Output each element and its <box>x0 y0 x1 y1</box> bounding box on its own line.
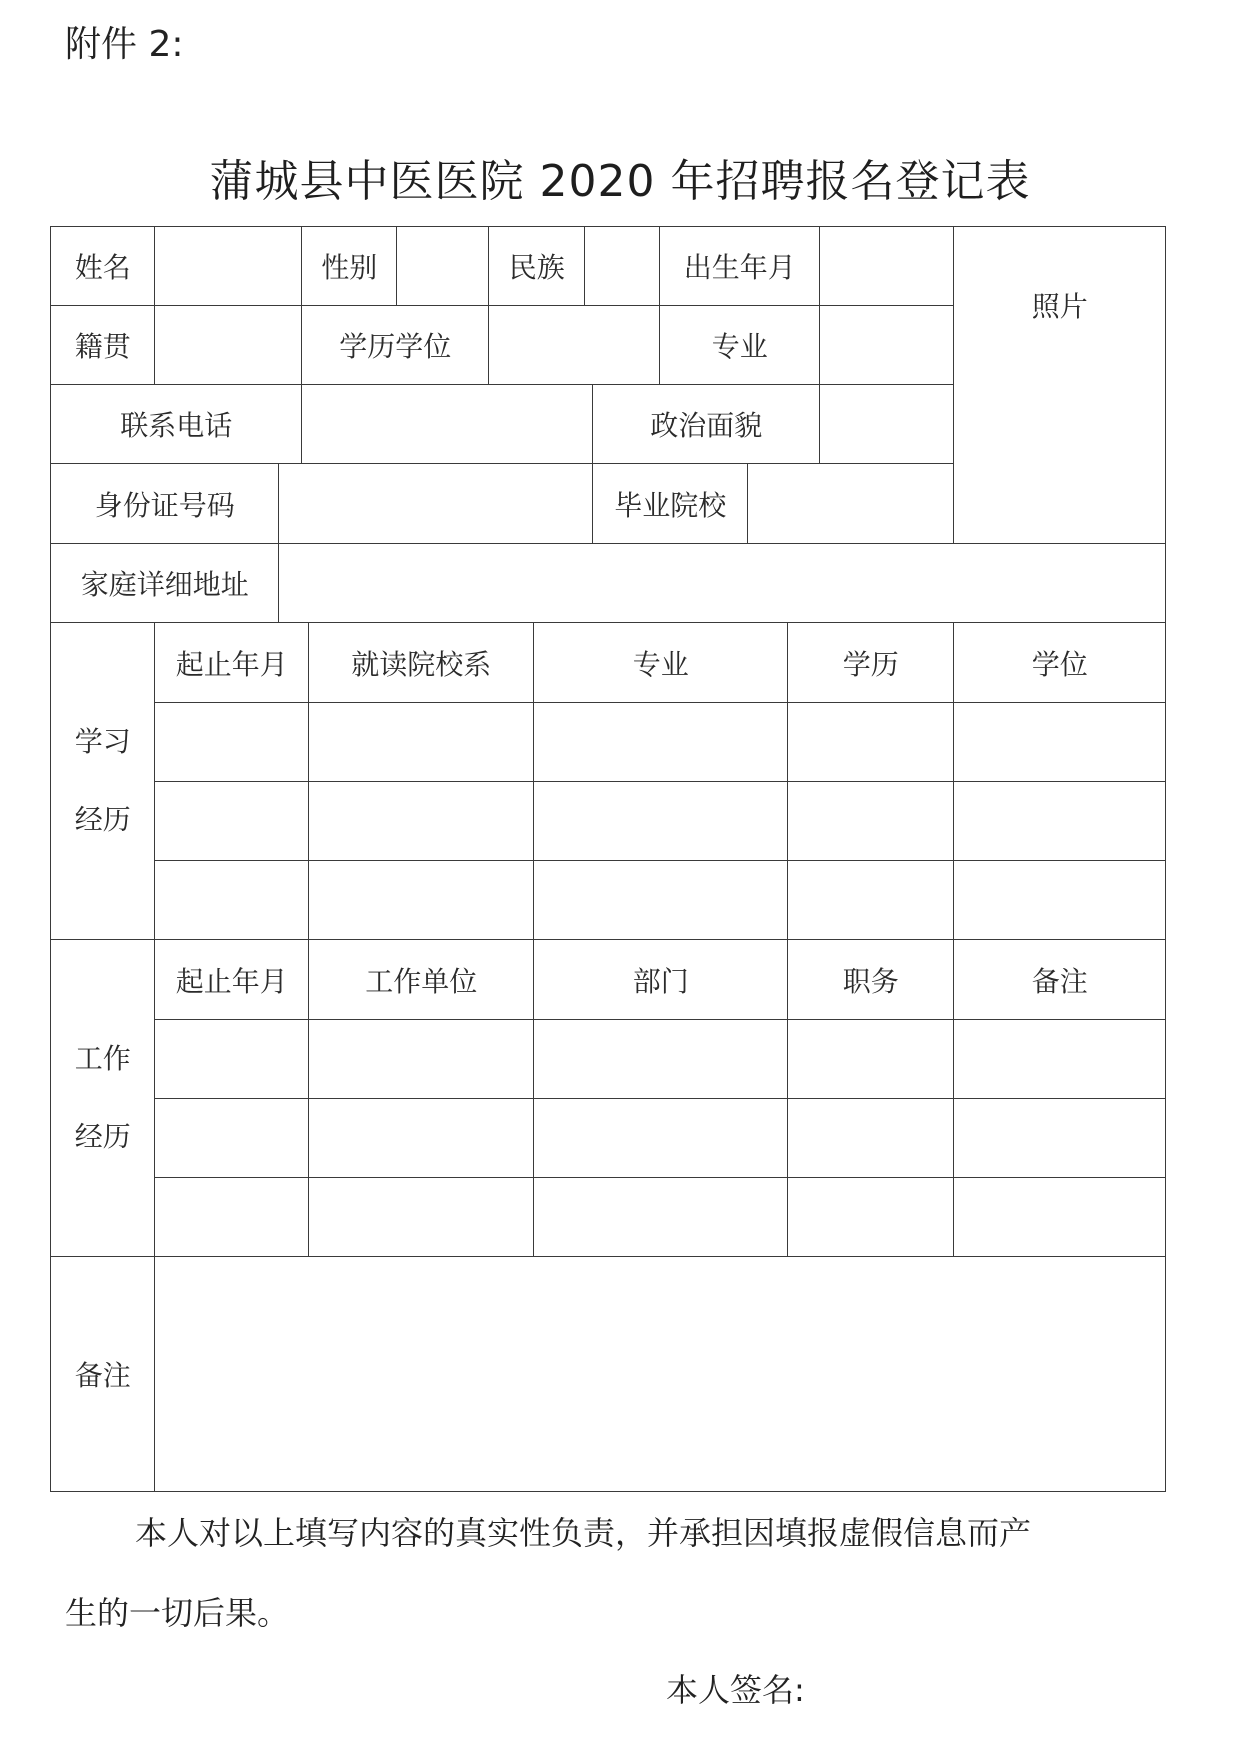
remarks-label-text: 备注 <box>74 1359 131 1393</box>
graduated-school-field[interactable] <box>747 463 954 544</box>
phone-label-text: 联系电话 <box>120 409 233 443</box>
work-label-line1: 工作 <box>74 1042 131 1076</box>
work-row-2-notes[interactable] <box>953 1098 1166 1178</box>
study-row-1-degree[interactable] <box>953 702 1166 782</box>
address-label <box>50 543 279 623</box>
work-header-position <box>787 939 954 1020</box>
gender-label-text: 性别 <box>321 251 378 285</box>
work-row-3-notes[interactable] <box>953 1177 1166 1257</box>
work-row-2-position[interactable] <box>787 1098 954 1178</box>
birth-field[interactable] <box>819 226 954 306</box>
attachment-label: 附件 2: <box>65 24 184 65</box>
name-field[interactable] <box>154 226 302 306</box>
photo-label: 照片 <box>1031 290 1088 324</box>
work-section-label <box>50 939 155 1257</box>
study-row-1-period[interactable] <box>154 702 309 782</box>
ethnicity-label <box>488 226 585 306</box>
graduated-school-label <box>592 463 748 544</box>
signature-label: 本人签名: <box>666 1671 805 1709</box>
study-row-2-major[interactable] <box>533 781 788 861</box>
study-label-line2: 经历 <box>74 803 131 837</box>
study-row-2-education[interactable] <box>787 781 954 861</box>
study-row-1-major[interactable] <box>533 702 788 782</box>
education-degree-label <box>301 305 489 385</box>
photo-box[interactable] <box>953 226 1166 544</box>
study-row-1-education[interactable] <box>787 702 954 782</box>
study-header-text: 就读院校系 <box>351 647 492 681</box>
work-header-employer <box>308 939 534 1020</box>
major-label-text: 专业 <box>711 330 768 364</box>
page-title: 蒲城县中医医院 2020 年招聘报名登记表 <box>209 156 1031 207</box>
graduated-school-label-text: 毕业院校 <box>614 488 727 522</box>
work-header-text: 职务 <box>842 964 899 998</box>
work-header-text: 备注 <box>1031 964 1088 998</box>
work-row-1-position[interactable] <box>787 1019 954 1099</box>
study-header-degree <box>953 622 1166 703</box>
work-row-1-period[interactable] <box>154 1019 309 1099</box>
birth-label-text: 出生年月 <box>683 251 796 285</box>
study-header-education <box>787 622 954 703</box>
birth-label <box>659 226 820 306</box>
study-row-3-degree[interactable] <box>953 860 1166 940</box>
study-row-2-school[interactable] <box>308 781 534 861</box>
native-place-label <box>50 305 155 385</box>
work-header-period <box>154 939 309 1020</box>
ethnicity-label-text: 民族 <box>508 251 565 285</box>
study-row-2-period[interactable] <box>154 781 309 861</box>
study-row-2-degree[interactable] <box>953 781 1166 861</box>
major-field[interactable] <box>819 305 954 385</box>
work-row-2-department[interactable] <box>533 1098 788 1178</box>
address-field[interactable] <box>278 543 1166 623</box>
study-row-3-period[interactable] <box>154 860 309 940</box>
work-row-3-employer[interactable] <box>308 1177 534 1257</box>
ethnicity-field[interactable] <box>584 226 660 306</box>
work-row-3-department[interactable] <box>533 1177 788 1257</box>
study-header-text: 专业 <box>632 647 689 681</box>
study-section-label <box>50 622 155 940</box>
study-header-major <box>533 622 788 703</box>
political-status-label-text: 政治面貌 <box>650 409 763 443</box>
work-row-1-notes[interactable] <box>953 1019 1166 1099</box>
statement-line-1: 本人对以上填写内容的真实性负责，并承担因填报虚假信息而产 <box>135 1514 1032 1552</box>
statement-line-2: 生的一切后果。 <box>65 1594 290 1632</box>
native-place-label-text: 籍贯 <box>74 330 131 364</box>
study-header-text: 起止年月 <box>175 647 288 681</box>
study-label-line1: 学习 <box>74 725 131 759</box>
id-number-label-text: 身份证号码 <box>94 488 235 522</box>
id-number-label <box>50 463 279 544</box>
native-place-field[interactable] <box>154 305 302 385</box>
work-header-text: 起止年月 <box>175 964 288 998</box>
study-header-text: 学位 <box>1031 647 1088 681</box>
work-header-notes <box>953 939 1166 1020</box>
phone-field[interactable] <box>301 384 593 464</box>
education-degree-field[interactable] <box>488 305 660 385</box>
address-label-text: 家庭详细地址 <box>80 568 249 602</box>
phone-label <box>50 384 302 464</box>
gender-field[interactable] <box>396 226 489 306</box>
work-row-2-period[interactable] <box>154 1098 309 1178</box>
remarks-field[interactable] <box>154 1256 1166 1492</box>
work-row-2-employer[interactable] <box>308 1098 534 1178</box>
work-row-1-department[interactable] <box>533 1019 788 1099</box>
study-header-text: 学历 <box>842 647 899 681</box>
study-row-1-school[interactable] <box>308 702 534 782</box>
name-label-text: 姓名 <box>74 251 131 285</box>
id-number-field[interactable] <box>278 463 593 544</box>
remarks-label <box>50 1256 155 1492</box>
study-row-3-school[interactable] <box>308 860 534 940</box>
work-row-3-position[interactable] <box>787 1177 954 1257</box>
work-row-1-employer[interactable] <box>308 1019 534 1099</box>
education-degree-label-text: 学历学位 <box>339 330 452 364</box>
study-row-3-education[interactable] <box>787 860 954 940</box>
political-status-label <box>592 384 820 464</box>
work-row-3-period[interactable] <box>154 1177 309 1257</box>
gender-label <box>301 226 397 306</box>
study-row-3-major[interactable] <box>533 860 788 940</box>
work-header-text: 部门 <box>632 964 689 998</box>
major-label <box>659 305 820 385</box>
study-header-period <box>154 622 309 703</box>
name-label <box>50 226 155 306</box>
work-label-line2: 经历 <box>74 1120 131 1154</box>
study-header-school <box>308 622 534 703</box>
political-status-field[interactable] <box>819 384 954 464</box>
work-header-text: 工作单位 <box>365 964 478 998</box>
work-header-department <box>533 939 788 1020</box>
